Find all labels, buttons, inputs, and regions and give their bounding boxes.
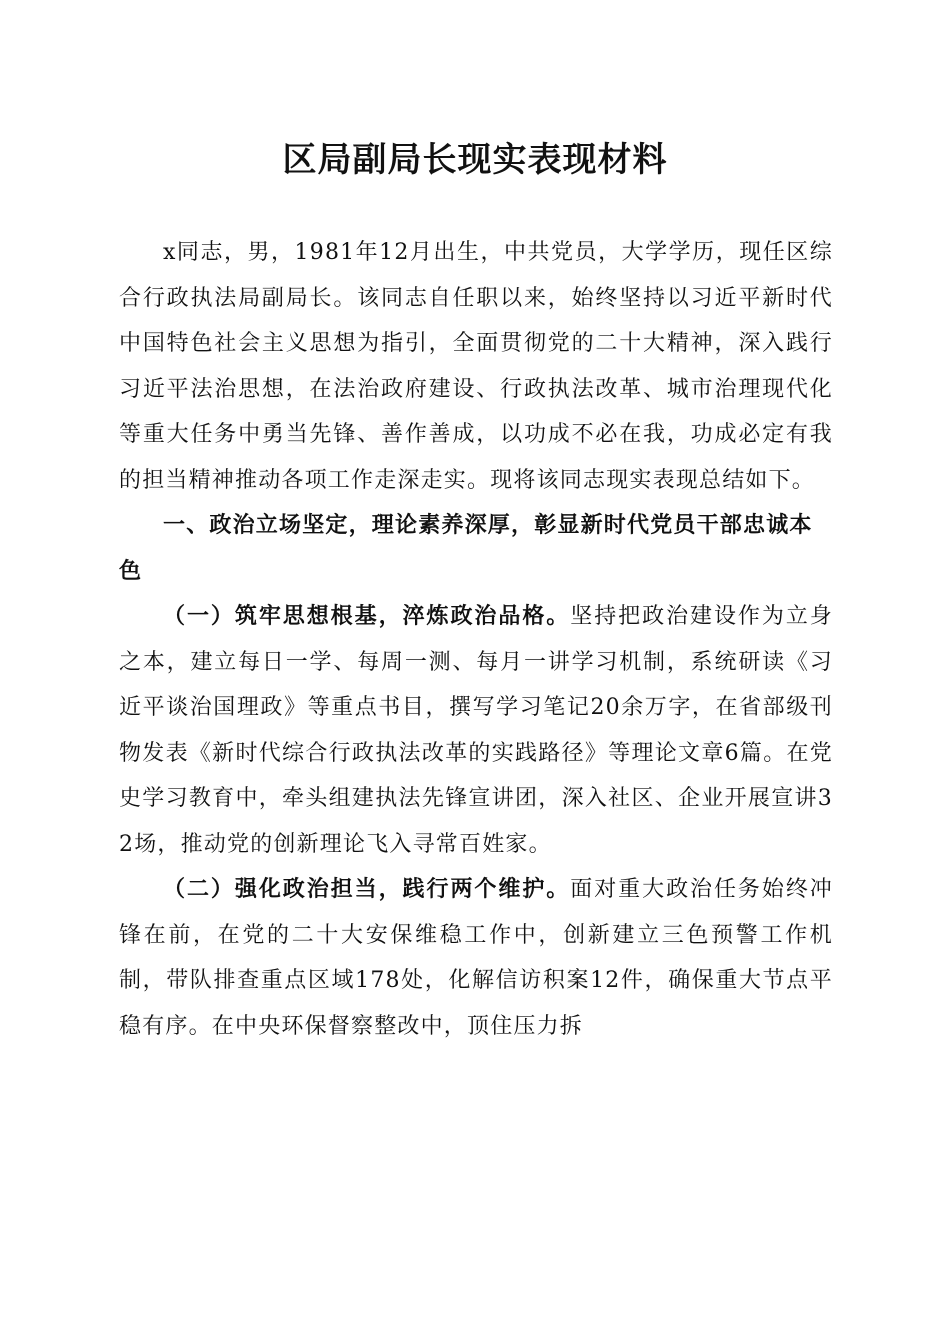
subsection-text-2: 面对重大政治任务始终冲锋在前，在党的二十大安保维稳工作中，创新建立三色预警工作机制，带队排查重点区域178处，化解信访积案12件，确保重大节点平稳有序。在中央环保督察整改中，顶住压力拆 [119,877,834,1039]
section-heading-1: 一、政治立场坚定，理论素养深厚，彰显新时代党员干部忠诚本色 [119,513,813,584]
subsection-heading-2: （二）强化政治担当，践行两个维护。 [163,876,571,902]
subsection-text-1: 坚持把政治建设作为立身之本，建立每日一学、每周一测、每月一讲学习机制，系统研读《习近平谈治国理政》等重点书目，撰写学习笔记20余万字，在省部级刊物发表《新时代综合行政执法改革的实践路径》等理论文章6篇。在党史学习教育中，牵头组建执法先锋宣讲团，深入社区、企业开展宣讲32场，推动党的创新理论飞入寻常百姓家。 [119,604,834,857]
subsection-heading-1: （一）筑牢思想根基，淬炼政治品格。 [163,603,571,629]
document-body [119,230,833,1049]
document-title: 区局副局长现实表现材料 [282,140,668,180]
subsection-paragraph-2 [119,867,833,1049]
intro-paragraph: x同志，男，1981年12月出生，中共党员，大学学历，现任区综合行政执法局副局长。该同志自任职以来，始终坚持以习近平新时代中国特色社会主义思想为指引，全面贯彻党的二十大精神，深入践行习近平法治思想，在法治政府建设、行政执法改革、城市治理现代化等重大任务中勇当先锋、善作善成，以功成不必在我，功成必定有我的担当精神推动各项工作走深走实。现将该同志现实表现总结如下。 [119,240,833,493]
subsection-paragraph-1 [119,594,833,867]
